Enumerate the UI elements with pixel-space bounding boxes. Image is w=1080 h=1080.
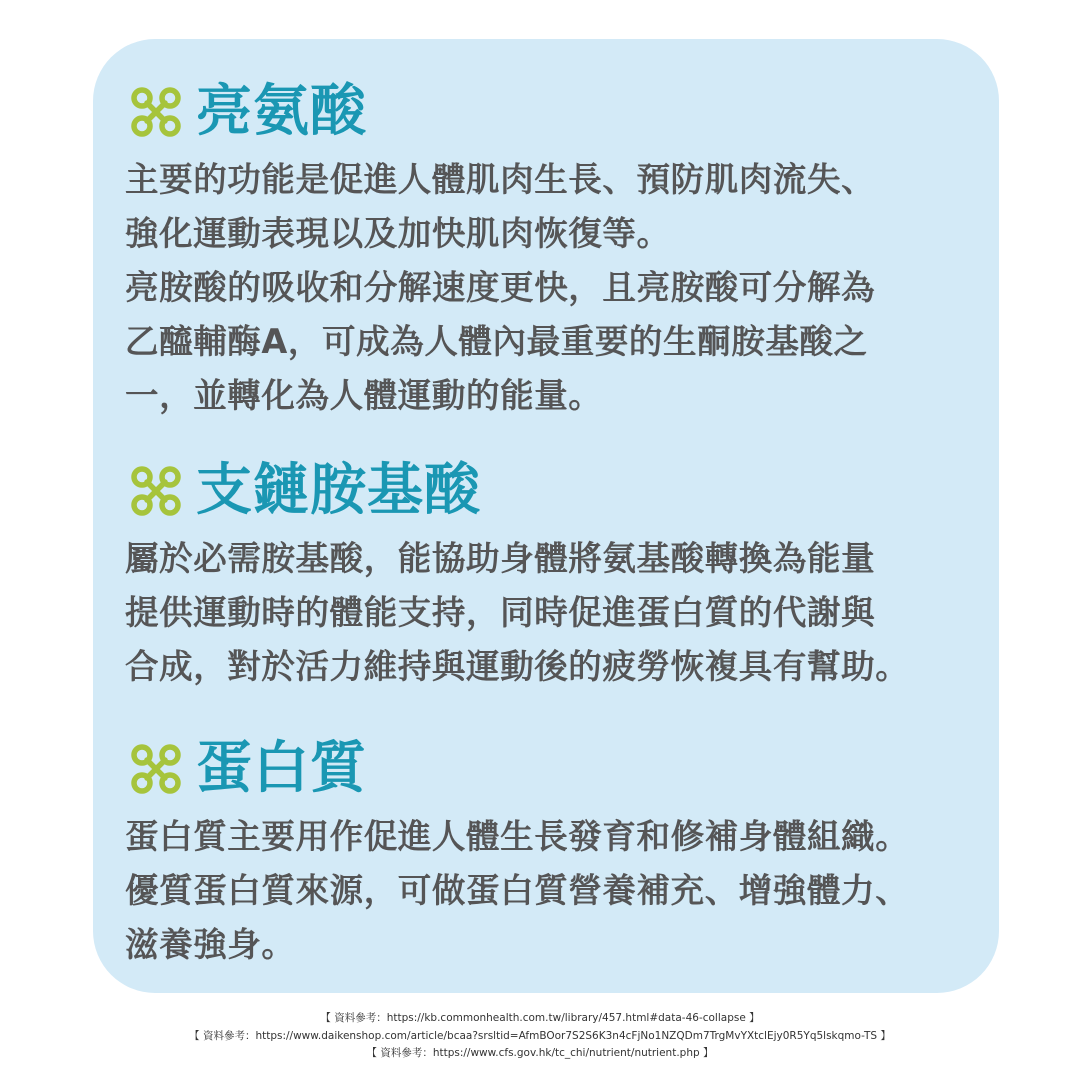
command-key-icon <box>130 86 182 138</box>
reference-line: 【 資料參考：https://www.cfs.gov.hk/tc_chi/nutrient/nutrient.php 】 <box>366 1047 714 1059</box>
section-body <box>125 153 1005 423</box>
body-line: 亮胺酸的吸收和分解速度更快，且亮胺酸可分解為 <box>125 268 876 307</box>
body-line: 屬於必需胺基酸，能協助身體將氨基酸轉換為能量 <box>125 539 876 578</box>
references <box>0 1010 1080 1063</box>
reference-line: 【 資料參考：https://www.daikenshop.com/article/bcaa?srsltid=AfmBOor7S2S6K3n4cFjNo1NZQDm7TrgMvYXtclEjy0R5Yq5lskqmo-TS 】 <box>189 1029 891 1042</box>
section-protein <box>125 734 1005 972</box>
section-title: 蛋白質 <box>196 736 367 801</box>
section-title: 亮氨酸 <box>196 79 367 144</box>
body-line: 乙醯輔酶A，可成為人體內最重要的生酮胺基酸之 <box>125 322 868 361</box>
body-line: 蛋白質主要用作促進人體生長發育和修補身體組織。 <box>125 817 910 856</box>
section-heading <box>125 77 1005 147</box>
section-title: 支鏈胺基酸 <box>196 458 481 523</box>
section-body <box>125 810 1005 972</box>
command-key-icon <box>130 465 182 517</box>
section-heading <box>125 456 1005 526</box>
section-heading <box>125 734 1005 804</box>
body-line: 提供運動時的體能支持，同時促進蛋白質的代謝與 <box>125 593 876 632</box>
body-line: 一，並轉化為人體運動的能量。 <box>125 376 603 415</box>
body-line: 強化運動表現以及加快肌肉恢復等。 <box>125 214 671 253</box>
section-body <box>125 532 1005 694</box>
section-leucine <box>125 77 1005 423</box>
body-line: 合成，對於活力維持與運動後的疲勞恢複具有幫助。 <box>125 647 910 686</box>
command-key-icon <box>130 743 182 795</box>
section-bcaa <box>125 456 1005 694</box>
body-line: 滋養強身。 <box>125 925 296 964</box>
body-line: 優質蛋白質來源，可做蛋白質營養補充、增強體力、 <box>125 871 910 910</box>
body-line: 主要的功能是促進人體肌肉生長、預防肌肉流失、 <box>125 160 876 199</box>
reference-line: 【 資料參考：https://kb.commonhealth.com.tw/library/457.html#data-46-collapse 】 <box>320 1012 760 1024</box>
